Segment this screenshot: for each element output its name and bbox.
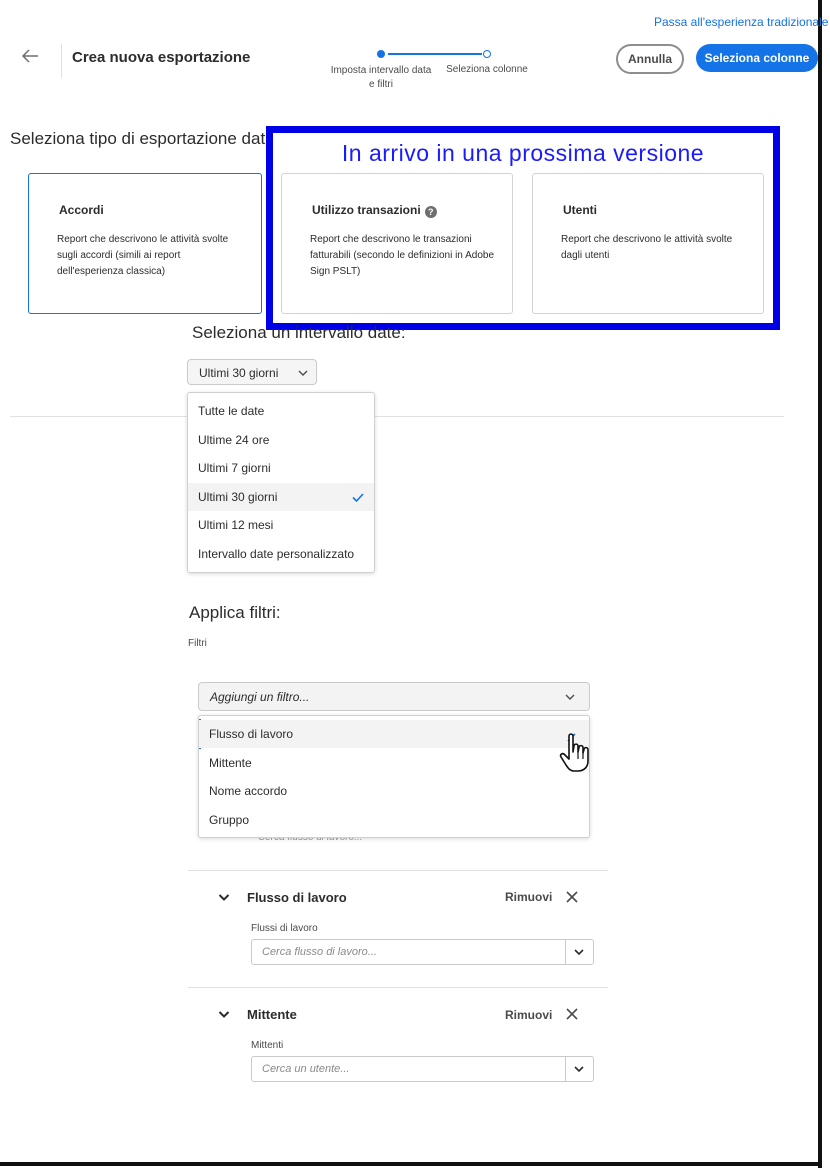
combobox-toggle[interactable] bbox=[565, 940, 593, 964]
remove-filter-button[interactable]: Rimuovi bbox=[505, 890, 553, 904]
filters-heading: Applica filtri: bbox=[189, 603, 281, 622]
step-indicator-next bbox=[483, 50, 491, 58]
filter-option-selected[interactable] bbox=[199, 720, 589, 748]
close-icon[interactable] bbox=[566, 1008, 578, 1020]
sender-search-placeholder: Cerca un utente... bbox=[262, 1063, 350, 1075]
card-accordi[interactable] bbox=[28, 173, 262, 314]
add-filter-dropdown[interactable] bbox=[198, 682, 590, 711]
filter-menu bbox=[198, 715, 590, 838]
card-title: Accordi bbox=[59, 203, 104, 217]
date-option[interactable]: Ultimi 7 giorni bbox=[198, 461, 271, 475]
help-icon[interactable]: ? bbox=[425, 206, 437, 218]
filter-section-divider bbox=[188, 870, 608, 871]
chevron-down-icon bbox=[574, 948, 584, 956]
add-filter-placeholder: Aggiungi un filtro... bbox=[210, 690, 310, 704]
field-label: Flussi di lavoro bbox=[251, 923, 318, 934]
remove-filter-button[interactable]: Rimuovi bbox=[505, 1008, 553, 1022]
card-title: Utilizzo transazioni bbox=[312, 203, 421, 217]
step-indicator-active bbox=[377, 50, 385, 58]
chevron-down-icon bbox=[574, 1065, 584, 1073]
close-icon[interactable] bbox=[566, 891, 578, 903]
filters-label: Filtri bbox=[188, 638, 207, 649]
date-option-selected[interactable] bbox=[188, 483, 374, 511]
date-option[interactable]: Tutte le date bbox=[198, 404, 265, 418]
section-divider bbox=[10, 416, 784, 417]
checkmark-icon bbox=[352, 493, 364, 502]
filter-section-divider bbox=[188, 987, 608, 988]
filter-option-label: Flusso di lavoro bbox=[209, 727, 294, 741]
filter-option[interactable]: Nome accordo bbox=[209, 784, 288, 798]
date-range-picker[interactable] bbox=[187, 359, 317, 385]
collapse-chevron-icon[interactable] bbox=[218, 893, 230, 902]
frame-bottom-border bbox=[0, 1162, 822, 1166]
workflow-search-combobox[interactable] bbox=[251, 939, 594, 965]
collapse-chevron-icon[interactable] bbox=[218, 1010, 230, 1019]
hand-cursor-icon bbox=[556, 728, 596, 776]
step-label-2: Seleziona colonne bbox=[446, 64, 528, 75]
date-option-label: Ultimi 30 giorni bbox=[198, 490, 278, 504]
sender-search-combobox[interactable] bbox=[251, 1056, 594, 1082]
date-range-heading: Seleziona un intervallo date: bbox=[192, 323, 406, 342]
cancel-button[interactable]: Annulla bbox=[616, 44, 684, 74]
date-range-value: Ultimi 30 giorni bbox=[199, 366, 279, 380]
chevron-down-icon bbox=[298, 369, 308, 377]
step-label-1: Imposta intervallo data e filtri bbox=[330, 65, 432, 90]
header-divider bbox=[61, 44, 62, 78]
coming-soon-annotation: In arrivo in una prossima versione bbox=[341, 140, 705, 166]
date-option[interactable]: Intervallo date personalizzato bbox=[198, 547, 355, 561]
filter-section-title: Flusso di lavoro bbox=[247, 890, 347, 905]
date-range-menu bbox=[187, 392, 375, 573]
combobox-toggle[interactable] bbox=[565, 1057, 593, 1081]
card-description: Report che descrivono le attività svolte dagli utenti bbox=[561, 234, 733, 261]
date-option[interactable]: Ultime 24 ore bbox=[198, 433, 270, 447]
back-arrow-icon[interactable] bbox=[18, 44, 42, 68]
card-title: Utenti bbox=[563, 203, 597, 217]
field-label: Mittenti bbox=[251, 1040, 284, 1051]
frame-right-border bbox=[818, 0, 822, 1168]
chevron-down-icon bbox=[565, 693, 575, 701]
step-connector bbox=[388, 53, 482, 55]
switch-experience-link[interactable]: Passa all'esperienza tradizionale bbox=[654, 15, 829, 29]
filter-option[interactable]: Gruppo bbox=[209, 813, 250, 827]
card-description: Report che descrivono le transazioni fatturabili (secondo le definizioni in Adobe Sign PSLT) bbox=[310, 234, 495, 277]
page-title: Crea nuova esportazione bbox=[72, 49, 251, 66]
workflow-search-placeholder: Cerca flusso di lavoro... bbox=[262, 946, 377, 958]
filter-option[interactable]: Mittente bbox=[209, 756, 252, 770]
export-type-heading: Seleziona tipo di esportazione dati: bbox=[10, 129, 274, 148]
filter-section-title: Mittente bbox=[247, 1007, 297, 1022]
card-description: Report che descrivono le attività svolte sugli accordi (simili ai report dell'esperienza classica) bbox=[57, 234, 229, 277]
date-option[interactable]: Ultimi 12 mesi bbox=[198, 518, 274, 532]
select-columns-button[interactable]: Seleziona colonne bbox=[696, 44, 818, 72]
